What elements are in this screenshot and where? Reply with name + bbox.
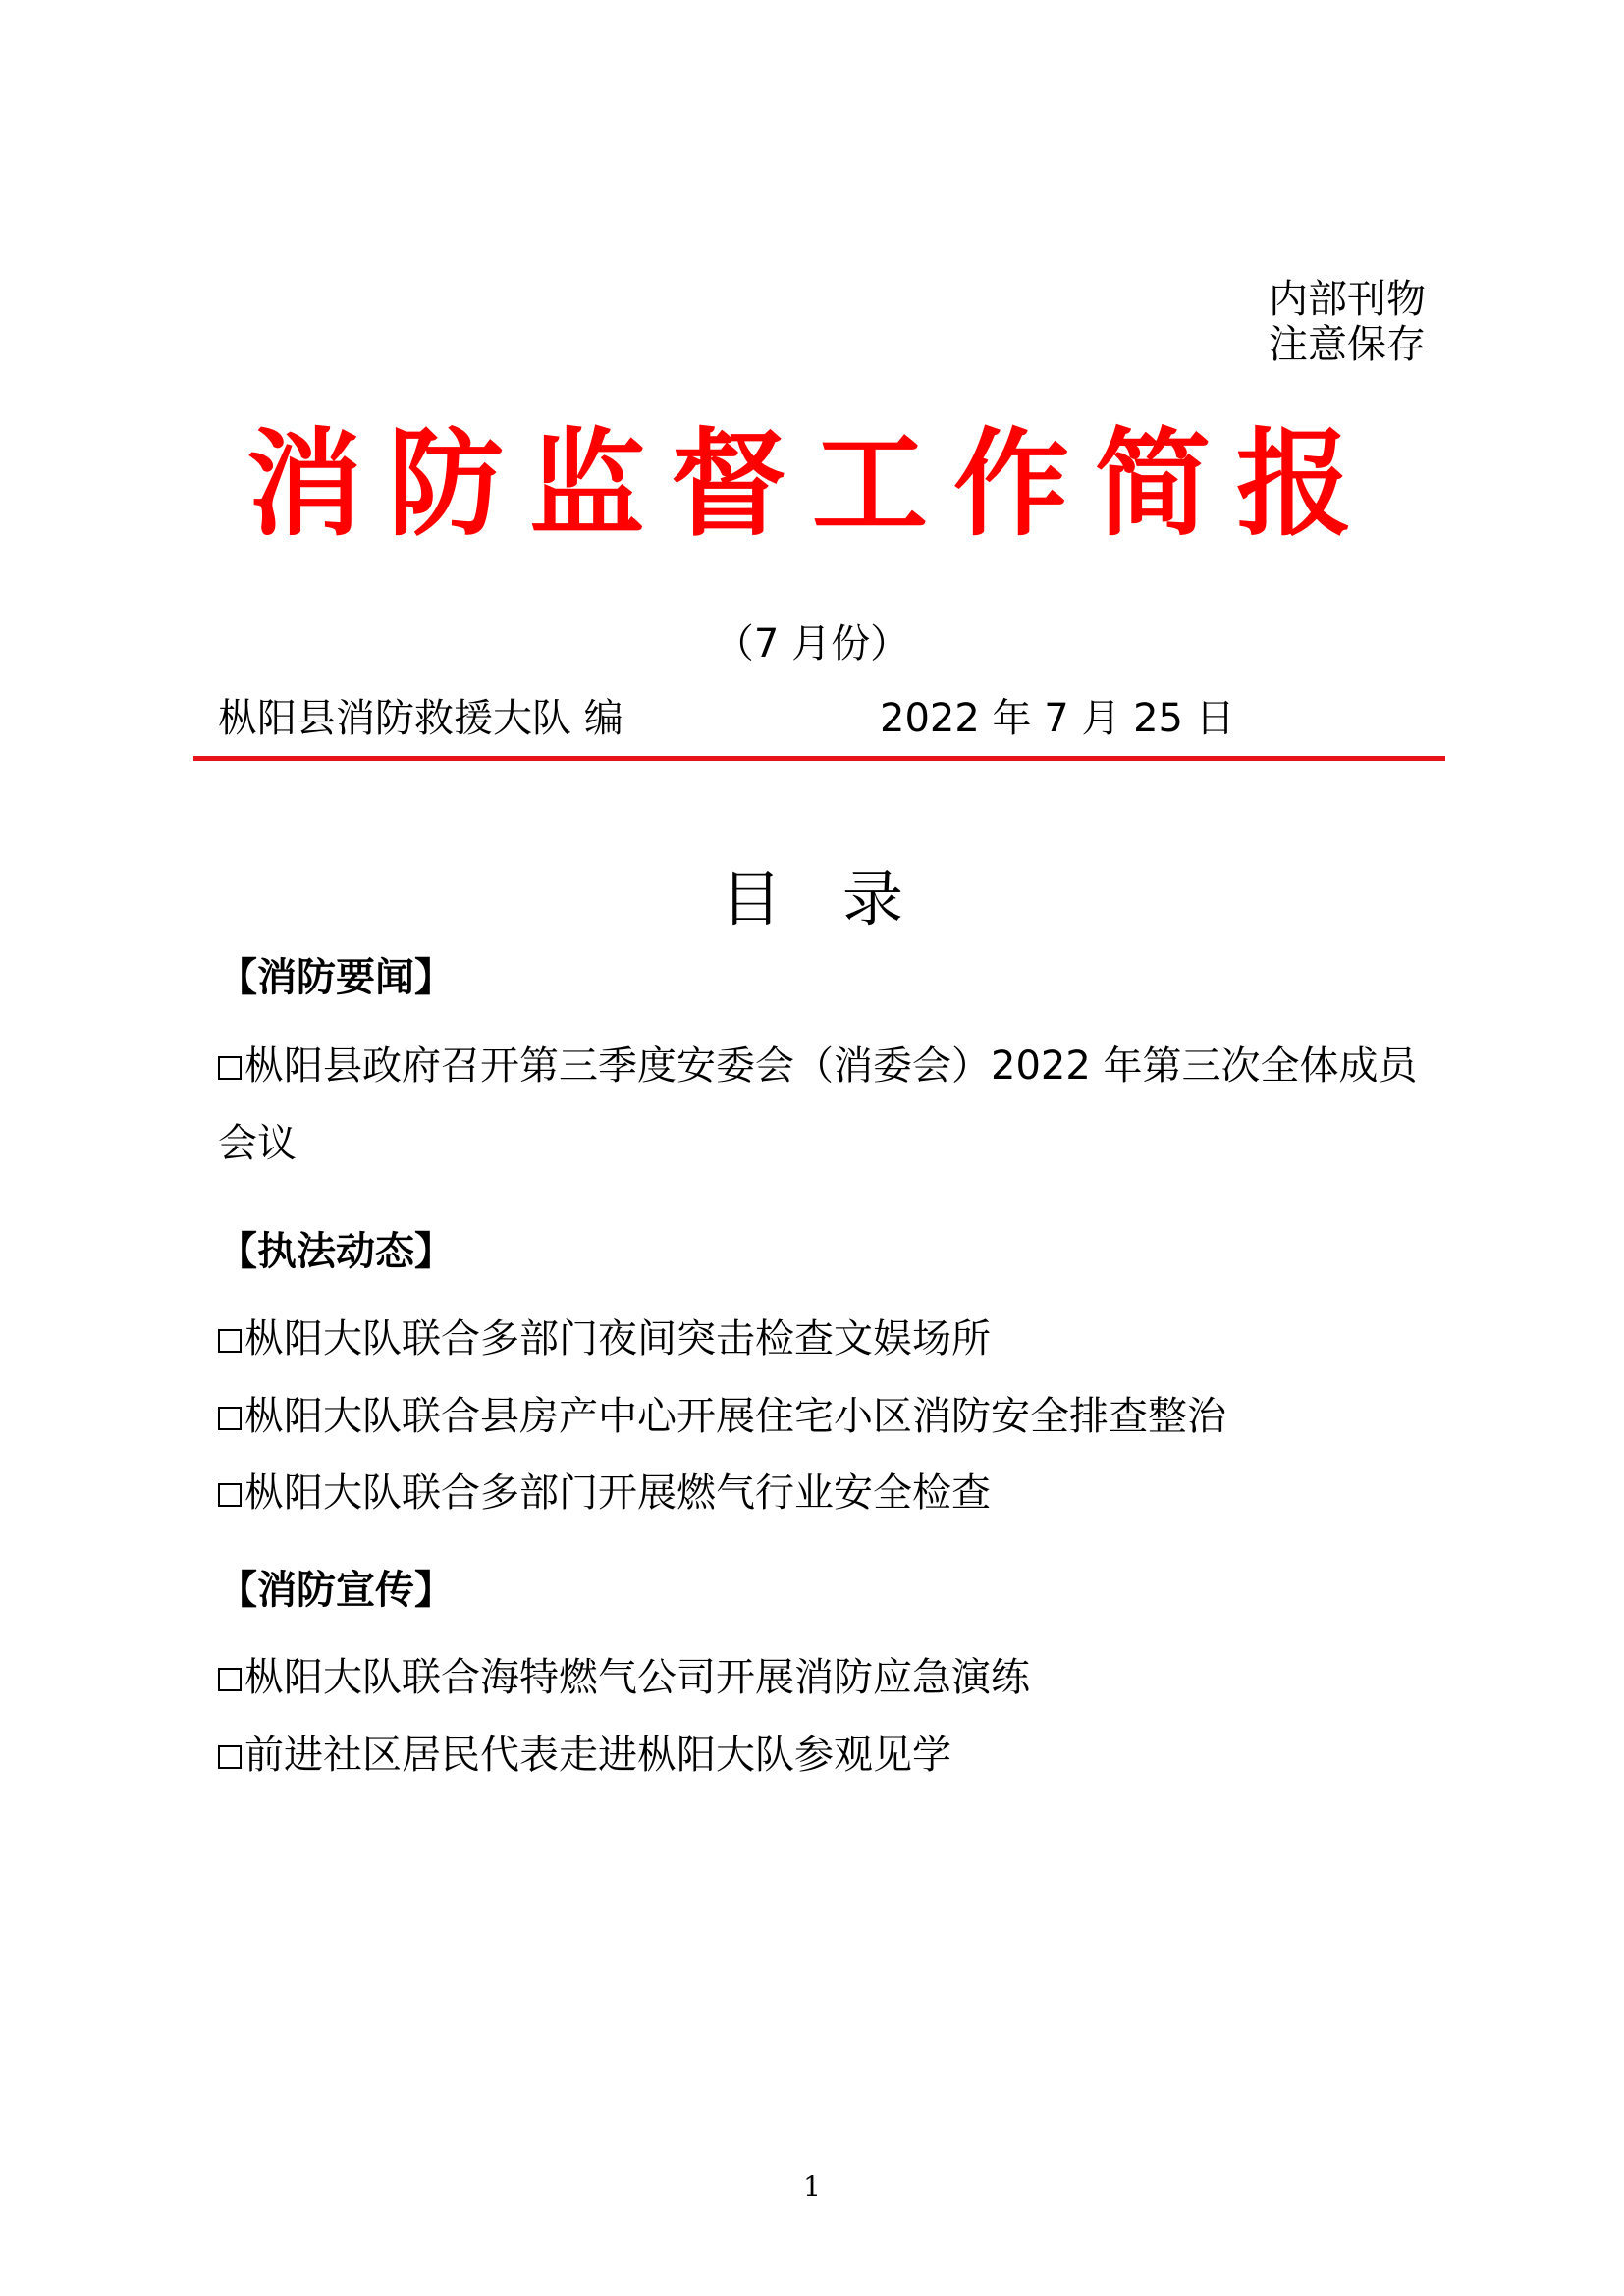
publish-date: 2022 年 7 月 25 日 [880,696,1235,741]
bulletin-title: 消防监督工作简报 [245,416,1378,552]
checkbox-square-icon [218,1056,242,1080]
toc-item [218,1639,1435,1717]
toc-item-text: 枞阳大队联合海特燃气公司开展消防应急演练 [244,1655,1030,1700]
toc-item-text: 枞阳大队联合多部门夜间突击检查文娱场所 [244,1316,991,1362]
toc-title: 目录 [720,863,964,934]
toc-item [218,1378,1435,1456]
toc-item-text: 枞阳大队联合县房产中心开展住宅小区消防安全排查整治 [244,1394,1226,1439]
toc-item-text: 枞阳大队联合多部门开展燃气行业安全检查 [244,1470,991,1516]
checkbox-square-icon [218,1745,242,1769]
publisher: 枞阳县消防救援大队 编 [218,696,623,741]
toc-item [218,1301,1435,1378]
toc-item-text: 前进社区居民代表走进枞阳大队参观见学 [244,1733,951,1778]
toc-item [218,1028,1435,1183]
internal-mark-line-1: 内部刊物 [1269,277,1426,322]
issue-month: （7 月份） [714,621,910,667]
checkbox-square-icon [218,1329,242,1353]
toc-section-heading: 【消防要闻】 [218,955,454,1000]
internal-mark-line-2: 注意保存 [1269,322,1426,367]
toc-item [218,1455,1435,1532]
internal-publication-mark [1269,277,1426,367]
page-number: 1 [803,2170,821,2203]
toc-item [218,1717,1435,1794]
toc-section-heading: 【消防宣传】 [218,1568,454,1613]
checkbox-square-icon [218,1668,242,1691]
toc-section-heading: 【执法动态】 [218,1229,454,1274]
toc-item-text: 枞阳县政府召开第三季度安委会（消委会）2022 年第三次全体成员会议 [218,1043,1418,1166]
checkbox-square-icon [218,1407,242,1430]
checkbox-square-icon [218,1483,242,1507]
red-separator-line [193,756,1445,761]
